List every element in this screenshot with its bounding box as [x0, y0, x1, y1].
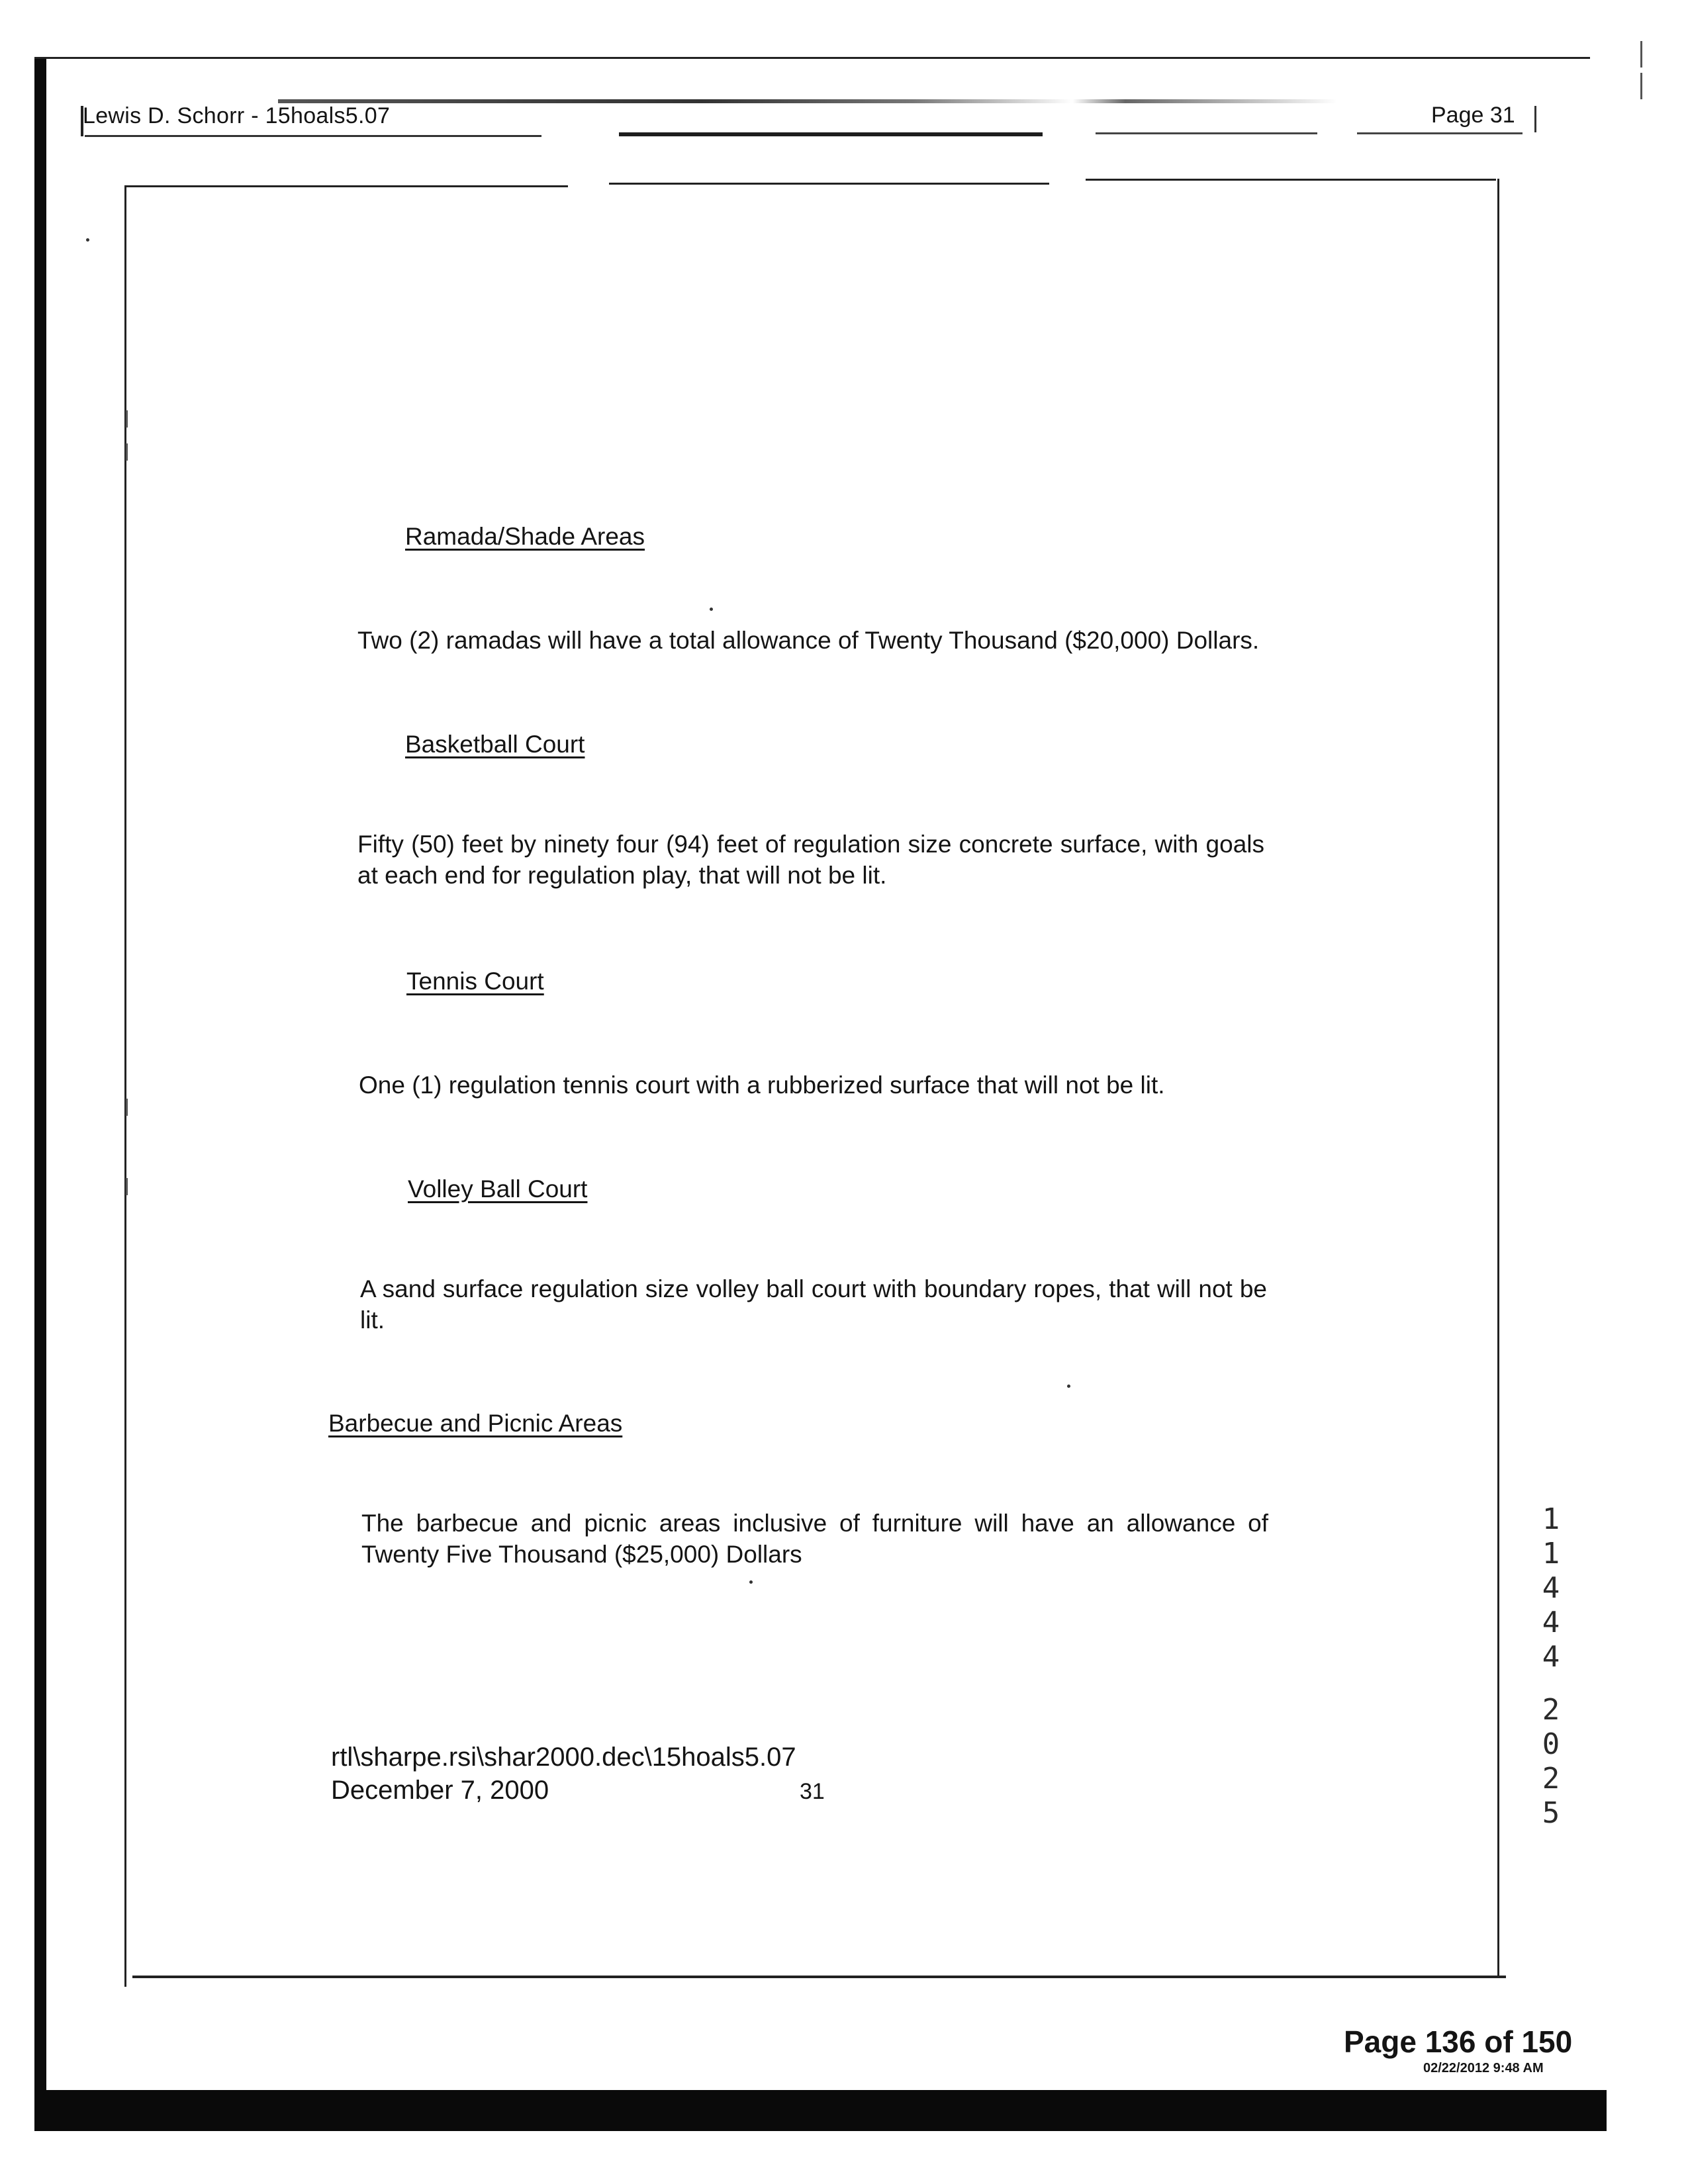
header-rule-segment [1096, 132, 1317, 134]
header-document-title: Lewis D. Schorr - 15hoals5.07 [83, 103, 391, 128]
header-rule-segment [619, 132, 1043, 136]
scan-speck [749, 1580, 753, 1584]
section-body: A sand surface regulation size volley ball court with boundary ropes, that will not be lit. [360, 1275, 1267, 1334]
section-body: Two (2) ramadas will have a total allowance of Twenty Thousand ($20,000) Dollars. [357, 627, 1260, 654]
scan-mark [1640, 41, 1642, 68]
stamp-digit: 4 [1542, 1606, 1560, 1639]
scan-left-border [34, 57, 46, 2115]
header-page-label: Page 31 [1431, 103, 1515, 128]
footer-date: December 7, 2000 [331, 1776, 549, 1805]
stamp-digit: 5 [1542, 1796, 1560, 1830]
scan-mark [126, 1178, 128, 1195]
scan-speck [710, 608, 713, 611]
page-counter: Page 136 of 150 [1344, 2025, 1573, 2059]
header-rule-segment [1357, 132, 1523, 134]
header-box-right-edge [1534, 106, 1536, 132]
scan-bottom-border [34, 2090, 1607, 2131]
section-heading: Ramada/Shade Areas [405, 523, 645, 550]
header-underline [85, 135, 541, 137]
footer-file-path: rtl\sharpe.rsi\shar2000.dec\15hoals5.07 [331, 1743, 796, 1772]
scan-mark [1640, 73, 1642, 99]
section-heading: Barbecue and Picnic Areas [328, 1410, 623, 1437]
stamp-digit: 2 [1542, 1762, 1560, 1796]
section-body: One (1) regulation tennis court with a rubberized surface that will not be lit. [359, 1071, 1165, 1099]
scan-mark [126, 443, 128, 461]
scan-speck [86, 238, 89, 242]
frame-top-edge [124, 185, 568, 187]
footer-page-number: 31 [800, 1779, 825, 1804]
frame-top-edge [1086, 179, 1496, 181]
frame-bottom-edge [132, 1976, 1506, 1978]
frame-top-edge [609, 183, 1049, 185]
stamp-digit: 0 [1542, 1727, 1560, 1761]
timestamp: 02/22/2012 9:48 AM [1423, 2061, 1544, 2075]
section-heading: Basketball Court [405, 731, 585, 758]
scan-top-rule [34, 57, 1590, 59]
scan-mark [126, 1099, 128, 1116]
section-body: Fifty (50) feet by ninety four (94) feet of regulation size concrete surface, with goals at each end for regulation play, that will not be lit. [357, 831, 1264, 889]
stamp-digit: 2 [1542, 1693, 1560, 1727]
section-body: The barbecue and picnic areas inclusive of furniture will have an allowance of Twenty Five Thousand ($25,000) Dollars [361, 1510, 1268, 1568]
header-top-rule [278, 99, 1337, 103]
document-number-stamp [1534, 1502, 1568, 1831]
section-heading: Tennis Court [406, 968, 544, 995]
section-heading: Volley Ball Court [408, 1175, 588, 1203]
stamp-digit: 4 [1542, 1571, 1560, 1605]
scan-speck [1067, 1385, 1070, 1388]
stamp-digit: 4 [1542, 1640, 1560, 1674]
scan-mark [126, 410, 128, 428]
stamp-digit: 1 [1542, 1502, 1560, 1536]
stamp-digit: 1 [1542, 1537, 1560, 1570]
frame-right-edge [1497, 179, 1499, 1976]
